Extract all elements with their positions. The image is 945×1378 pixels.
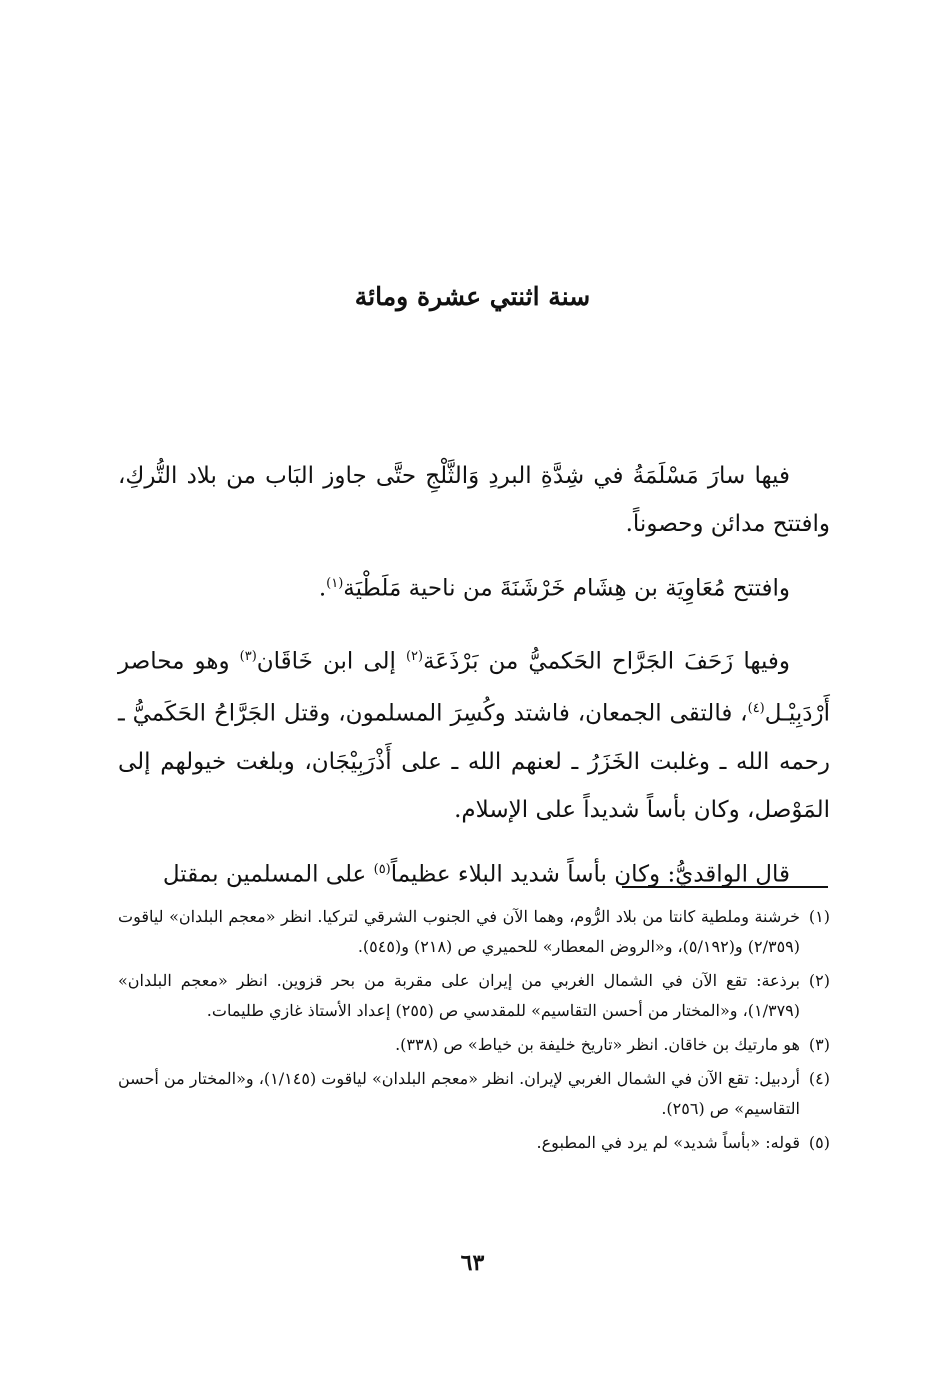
- footnote-number: (٥): [808, 1133, 830, 1152]
- main-text: [118, 452, 830, 899]
- paragraph-3-end: ، فالتقى الجمعان، فاشتد وكُسِرَ المسلمون، وقتل الجَرَّاحُ الحَكَميُّ ـ رحمه الله ـ وغلبت الخَزَرُ ـ لعنهم الله ـ على أَذْرَبِيْجَان، وبلغت خيولهم إلى المَوْصل، وكان بأساً شديداً على الإسلام.: [118, 700, 830, 823]
- paragraph-1: [118, 452, 830, 548]
- footnote-text: قوله: «بأساً شديد» لم يرد في المطبوع.: [536, 1133, 800, 1152]
- footnote-number: (٤): [808, 1069, 830, 1088]
- paragraph-1-text: فيها سارَ مَسْلَمَةُ في شِدَّةِ البردِ وَالثَّلْجِ حتَّى جاوز البَاب من بلاد التُّركِ، وافتتح مدائن وحصوناً.: [118, 463, 830, 537]
- footnotes: [118, 902, 830, 1162]
- footnote-divider: [622, 886, 828, 888]
- paragraph-2-text: وافتتح مُعَاوِيَة بن هِشَام خَرْشَنَةَ من ناحية مَلَطْيَة: [343, 575, 790, 602]
- footnote-item: [118, 1128, 830, 1158]
- footnote-number: (١): [808, 907, 830, 926]
- paragraph-2: [118, 560, 830, 613]
- footnote-item: [118, 966, 830, 1026]
- footnote-text: أردبيل: تقع الآن في الشمال الغربي لإيران. انظر «معجم البلدان» لياقوت (١/١٤٥)، و«المختار من أحسن التقاسيم» ص (٢٥٦).: [118, 1069, 800, 1118]
- footnote-ref-5[interactable]: (٥): [373, 861, 391, 877]
- footnote-text: هو مارتيك بن خاقان. انظر «تاريخ خليفة بن خياط» ص (٣٣٨).: [395, 1035, 800, 1054]
- page-number: ٦٣: [460, 1250, 485, 1276]
- paragraph-4: [118, 846, 830, 899]
- footnote-ref-3[interactable]: (٣): [239, 648, 257, 664]
- paragraph-3: [118, 633, 830, 834]
- paragraph-3-mid2: وهو محاصر أَرْدَبِيْـل: [118, 648, 830, 727]
- footnote-item: [118, 1064, 830, 1124]
- footnote-text: خرشنة وملطية كانتا من بلاد الرُّوم، وهما الآن في الجنوب الشرقي لتركيا. انظر «معجم البلدان» لياقوت (٢/٣٥٩) و(٥/١٩٢)، و«الروض المعطار» للحميري ص (٢١٨) و(٥٤٥).: [118, 907, 800, 956]
- paragraph-3-mid: إلى ابن خَاقَان: [256, 648, 406, 675]
- chapter-title: سنة اثنتي عشرة ومائة: [354, 282, 591, 311]
- footnote-number: (٣): [808, 1035, 830, 1054]
- footnote-item: [118, 902, 830, 962]
- paragraph-4-text: قال الواقديُّ: وكان بأساً شديد البلاء عظيماً: [390, 861, 790, 888]
- footnote-ref-2[interactable]: (٢): [405, 648, 424, 664]
- footnote-ref-4[interactable]: (٤): [747, 701, 765, 717]
- paragraph-3-text: وفيها زَحَفَ الجَرَّاح الحَكميُّ من بَرْذَعَة: [423, 648, 790, 675]
- footnote-text: برذعة: تقع الآن في الشمال الغربي من إيران على مقربة من بحر قزوين. انظر «معجم البلدان» (١/٣٧٩)، و«المختار من أحسن التقاسيم» للمقدسي ص (٢٥٥) إعداد الأستاذ غازي طليمات.: [118, 971, 801, 1020]
- footnote-number: (٢): [808, 971, 831, 990]
- paragraph-4-end: على المسلمين بمقتل: [162, 861, 374, 888]
- footnote-item: [118, 1030, 830, 1060]
- paragraph-2-end: .: [318, 575, 327, 602]
- footnote-ref-1[interactable]: (١): [326, 576, 344, 591]
